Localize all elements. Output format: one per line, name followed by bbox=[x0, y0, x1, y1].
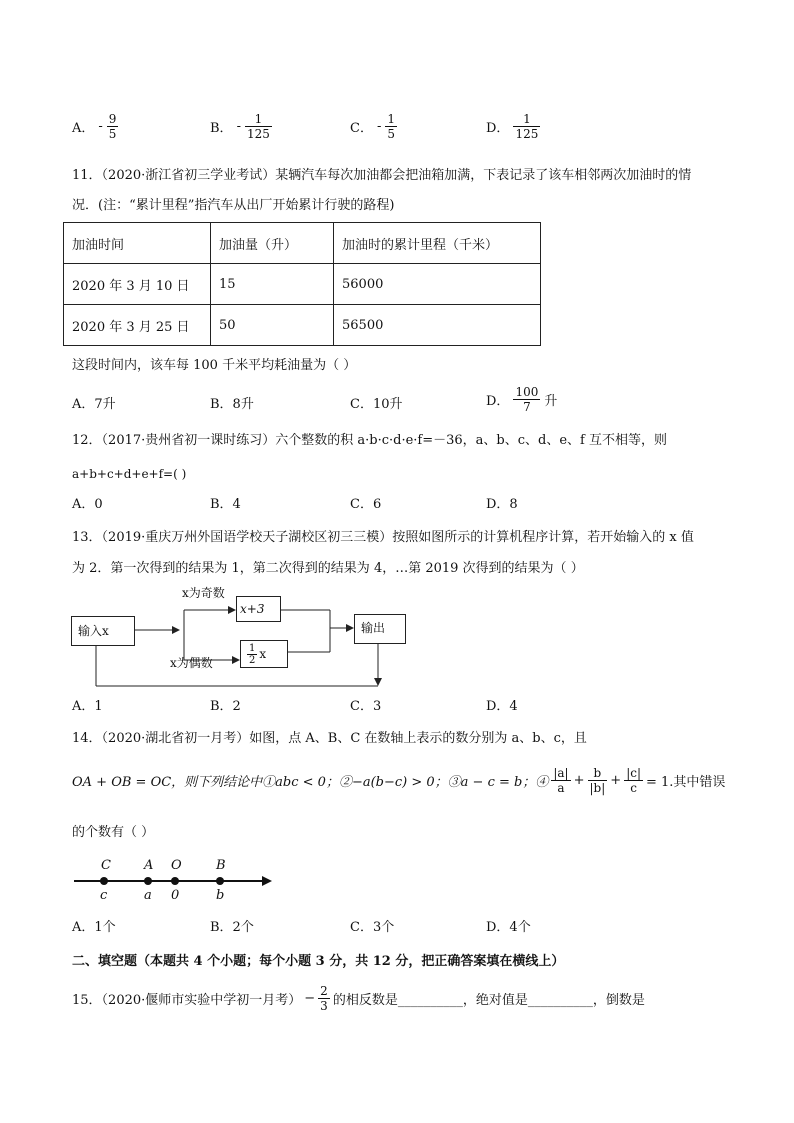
q12-option-a: A．0 bbox=[72, 497, 103, 512]
q14-option-d: D．4个 bbox=[486, 920, 531, 935]
point-b-value: b bbox=[216, 888, 225, 903]
odd-label: x为奇数 bbox=[182, 586, 225, 600]
q14-stem-line3: 的个数有（ ） bbox=[72, 825, 155, 840]
table-header-cell: 加油量（升） bbox=[211, 223, 334, 264]
q13-option-d: D．4 bbox=[486, 699, 518, 714]
q11-question: 这段时间内，该车每 100 千米平均耗油量为（ ） bbox=[72, 358, 357, 373]
q13-option-a: A．1 bbox=[72, 699, 103, 714]
section-title: 二、填空题（本题共 4 个小题；每个小题 3 分，共 12 分，把正确答案填在横线上） bbox=[72, 954, 565, 969]
q14-option-c: C．3个 bbox=[350, 920, 395, 935]
even-label: x为偶数 bbox=[170, 656, 213, 670]
point-a-label: A bbox=[144, 858, 154, 873]
q10-option-c: C． - $\frac{1}{5}$ bbox=[350, 112, 395, 141]
table-cell: 50 bbox=[211, 305, 334, 346]
q14-option-a: A．1个 bbox=[72, 920, 116, 935]
q11-stem-line2: 况．(注：“累计里程”指汽车从出厂开始累计行驶的路程) bbox=[72, 198, 395, 213]
point-o-value: 0 bbox=[171, 888, 180, 903]
q11-stem-line1: 11．（2020·浙江省初三学业考试）某辆汽车每次加油都会把油箱加满，下表记录了该车相邻两次加油时的情 bbox=[72, 168, 692, 183]
q11-option-d: D． $\frac{100}{7}$ 升 bbox=[486, 385, 558, 414]
input-box: 输入x bbox=[71, 616, 135, 646]
q10-option-d: D． $\frac{1}{125}$ bbox=[486, 112, 539, 141]
table-header-cell: 加油时间 bbox=[64, 223, 211, 264]
table-cell: 56500 bbox=[334, 305, 541, 346]
point-c-value: c bbox=[100, 888, 108, 903]
odd-operation-box: x+3 bbox=[236, 596, 281, 622]
table-header-cell: 加油时的累计里程（千米） bbox=[334, 223, 541, 264]
table-cell: 56000 bbox=[334, 264, 541, 305]
q12-option-b: B．4 bbox=[210, 497, 241, 512]
table-cell: 15 bbox=[211, 264, 334, 305]
q10-option-a: A． - $\frac{9}{5}$ bbox=[72, 112, 117, 141]
q11-option-c: C．10升 bbox=[350, 397, 403, 412]
point-c-label: C bbox=[101, 858, 111, 873]
q13-option-b: B．2 bbox=[210, 699, 241, 714]
point-b-label: B bbox=[216, 858, 226, 873]
q15-stem: 15．（2020·偃师市实验中学初一月考） − $\frac{2}{3}$ 的相反数是__________，绝对值是__________，倒数是 bbox=[72, 984, 645, 1013]
fuel-table bbox=[63, 222, 541, 346]
q14-stem-line1: 14．（2020·湖北省初一月考）如图，点 A、B、C 在数轴上表示的数分别为 a、b、c，且 bbox=[72, 731, 587, 746]
table-row bbox=[64, 264, 541, 305]
q14-option-b: B．2个 bbox=[210, 920, 254, 935]
table-cell: 2020 年 3 月 25 日 bbox=[64, 305, 211, 346]
table-row bbox=[64, 305, 541, 346]
q11-option-a: A．7升 bbox=[72, 397, 116, 412]
table-header-row bbox=[64, 223, 541, 264]
table-cell: 2020 年 3 月 10 日 bbox=[64, 264, 211, 305]
q14-conditions: OA + OB = OC，则下列结论中①abc < 0；②−a(b−c) > 0；③a − c = b；④ bbox=[72, 775, 549, 790]
q13-option-c: C．3 bbox=[350, 699, 382, 714]
point-o-label: O bbox=[171, 858, 182, 873]
q11-option-b: B．8升 bbox=[210, 397, 254, 412]
q12-option-c: C．6 bbox=[350, 497, 382, 512]
q13-stem-line1: 13．（2019·重庆万州外国语学校天子湖校区初三三模）按照如图所示的计算机程序计算，若开始输入的 x 值 bbox=[72, 530, 694, 545]
q12-stem-line1: 12．（2017·贵州省初一课时练习）六个整数的积 a·b·c·d·e·f=－36，a、b、c、d、e、f 互不相等，则 bbox=[72, 433, 667, 448]
q13-stem-line2: 为 2．第一次得到的结果为 1，第二次得到的结果为 4，…第 2019 次得到的结果为（ ） bbox=[72, 561, 584, 576]
q12-stem-line2: a+b+c+d+e+f=( ) bbox=[72, 467, 187, 481]
q14-stem-line2: OA + OB = OC，则下列结论中①abc < 0；②−a(b−c) > 0；③a − c = b；④ $\frac{|a|}{a}$ + $\frac{b}{|b|}$ + $\frac{|c|}{c}$ = 1.其中错误 bbox=[72, 766, 726, 795]
q10-option-b: B． - $\frac{1}{125}$ bbox=[210, 112, 270, 141]
output-box: 输出 bbox=[354, 614, 406, 644]
q12-option-d: D．8 bbox=[486, 497, 518, 512]
point-a-value: a bbox=[144, 888, 152, 903]
even-operation-box: $\frac{1}{2}$ x bbox=[240, 640, 288, 668]
